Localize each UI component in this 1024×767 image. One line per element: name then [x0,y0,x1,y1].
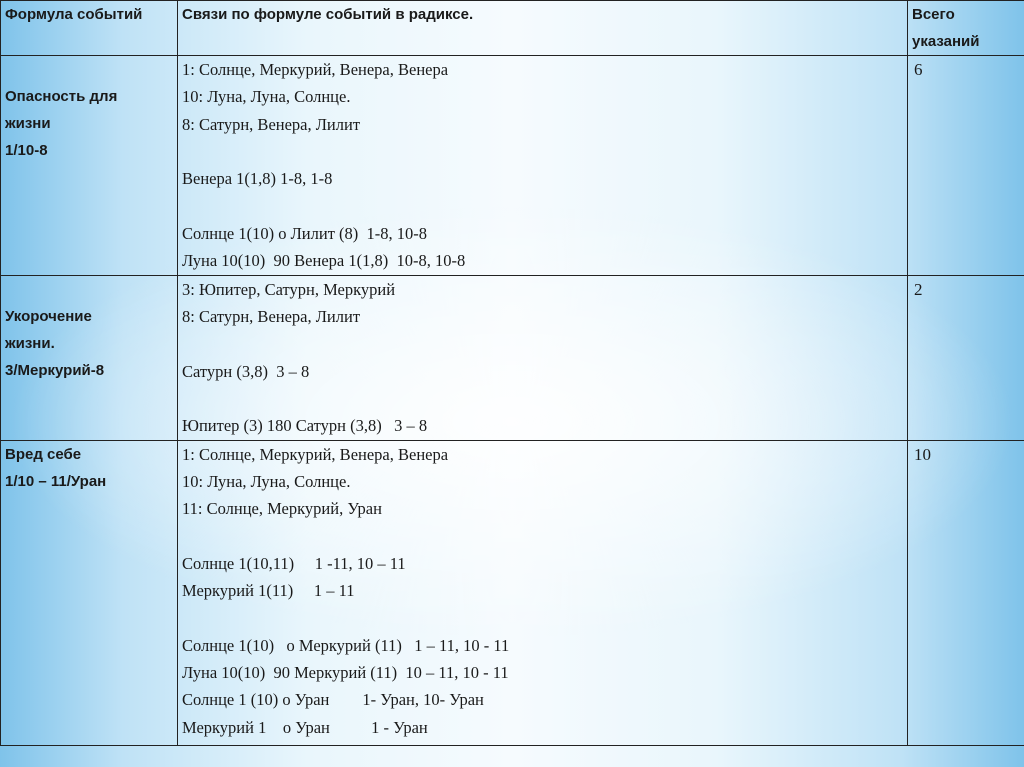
link-line [182,192,903,219]
link-line: Луна 10(10) 90 Меркурий (11) 10 – 11, 10 - 11 [182,663,509,683]
count-cell [908,276,1024,441]
header-formula: Формула событий [1,1,178,56]
formula-cell [1,276,178,441]
link-line: 1: Солнце, Меркурий, Венера, Венера [182,60,449,79]
formula-line: жизни. [5,335,55,352]
formula-line: жизни [5,115,51,132]
link-line: 3: Юпитер, Сатурн, Меркурий [182,280,396,299]
link-line: Меркурий 1(11) 1 – 11 [182,581,355,601]
count-value: 10 [914,444,931,464]
formula-cell [1,440,178,745]
count-cell [908,56,1024,276]
header-total: Всего указаний [908,1,1024,56]
formula-line: 3/Меркурий-8 [5,362,105,379]
table-row [1,440,1024,745]
formula-line: 1/10-8 [5,142,48,159]
links-cell [178,56,908,276]
link-line: 10: Луна, Луна, Солнце. [182,87,351,107]
link-line [182,605,903,632]
formula-line: Укорочение [5,308,92,325]
link-line: 11: Солнце, Меркурий, Уран [182,499,382,519]
link-line: Солнце 1(10) о Меркурий (11) 1 – 11, 10 - 11 [182,635,510,655]
link-line: 8: Сатурн, Венера, Лилит [182,114,361,134]
count-value: 6 [914,60,923,79]
count-value: 2 [914,280,923,299]
link-line: 10: Луна, Луна, Солнце. [182,472,351,492]
link-line: Венера 1(1,8) 1-8, 1-8 [182,169,333,189]
formula-line: 1/10 – 11/Уран [5,472,107,490]
link-line [182,523,903,550]
table-row [1,56,1024,276]
link-line: Солнце 1(10,11) 1 -11, 10 – 11 [182,553,406,573]
link-line [182,138,903,165]
link-line: Солнце 1(10) о Лилит (8) 1-8, 10-8 [182,223,428,243]
link-line [182,385,903,412]
formula-line: Вред себе [5,445,82,463]
count-cell [908,440,1024,745]
formula-cell [1,56,178,276]
link-line: 1: Солнце, Меркурий, Венера, Венера [182,444,449,464]
header-links: Связи по формуле событий в радиксе. [178,1,908,56]
table-row [1,276,1024,441]
formula-line: Опасность для [5,88,118,105]
link-line: 8: Сатурн, Венера, Лилит [182,307,361,327]
links-cell [178,440,908,745]
link-line: Луна 10(10) 90 Венера 1(1,8) 10-8, 10-8 [182,251,466,271]
link-line: Юпитер (3) 180 Сатурн (3,8) 3 – 8 [182,416,428,436]
header-row [1,1,1024,56]
link-line: Сатурн (3,8) 3 – 8 [182,361,310,381]
link-line: Солнце 1 (10) о Уран 1- Уран, 10- Уран [182,690,484,710]
links-cell [178,276,908,441]
link-line [182,331,903,358]
link-line: Меркурий 1 о Уран 1 - Уран [182,717,428,737]
